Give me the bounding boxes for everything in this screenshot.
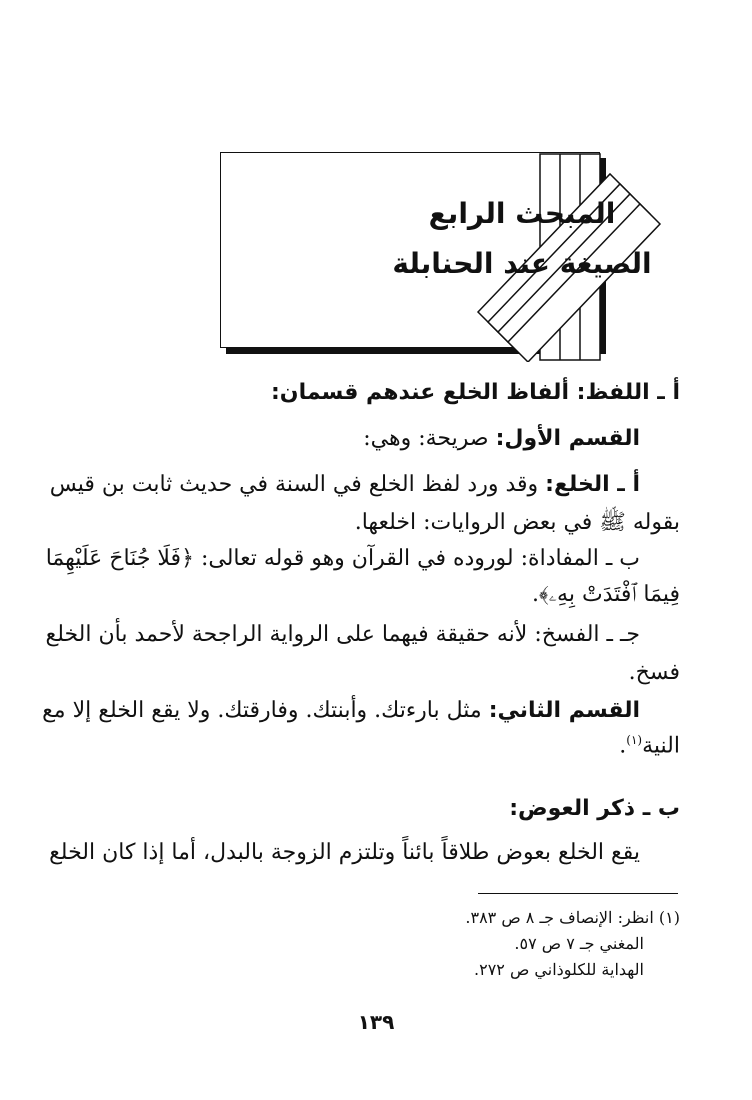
footnote-ref: (١) [626, 733, 643, 747]
section-b-text: يقع الخلع بعوض طلاقاً بائناً وتلتزم الزوجة بالبدل، أما إذا كان الخلع [49, 840, 640, 865]
footnote-1 [465, 910, 680, 926]
item-b-text-1: لوروده في القرآن وهو قوله تعالى: ﴿فَلَا جُنَاحَ عَلَيْهِمَا [45, 546, 514, 571]
part2-label: القسم الثاني: [488, 698, 640, 723]
footnote-1-line1: انظر: الإنصاف جـ ٨ ص ٣٨٣. [465, 908, 654, 927]
item-c-line1 [45, 622, 640, 647]
section-a-heading: أ ـ اللفظ: ألفاظ الخلع عندهم قسمان: [271, 380, 680, 405]
item-b-line1 [45, 546, 640, 571]
footnote-separator [478, 893, 678, 894]
part2-line1 [42, 698, 640, 723]
part2-text-2-end: . [619, 733, 627, 759]
item-a-label: أ ـ الخلع: [545, 472, 640, 497]
item-a-line1 [49, 472, 640, 497]
item-c-line2: فسخ. [628, 660, 680, 685]
footnote-1-line3: الهداية للكلوذاني ص ٢٧٢. [474, 960, 644, 979]
chapter-subtitle: الصيغة عند الحنابلة [392, 247, 652, 280]
page-number: ١٣٩ [357, 1010, 395, 1034]
part1-label: القسم الأول: [495, 426, 640, 451]
item-a-line2: بقوله ﷺ في بعض الروايات: اخلعها. [354, 510, 680, 535]
part2-line2 [619, 734, 680, 757]
part1-line [363, 428, 640, 450]
section-b-heading: ب ـ ذكر العوض: [509, 796, 680, 821]
part2-text-1: مثل بارءتك. وأبنتك. وفارقتك. ولا يقع الخلع إلا مع [42, 698, 482, 723]
part1-text: صريحة: وهي: [363, 426, 489, 451]
part2-text-2: النية [642, 733, 680, 759]
item-b-label: ب ـ المفاداة: [520, 546, 640, 571]
item-b-line2: فِيمَا ٱفْتَدَتْ بِهِۦ﴾. [531, 582, 680, 607]
item-c-label: جـ ـ الفسخ: [534, 622, 640, 647]
footnote-1-line2: المغني جـ ٧ ص ٥٧. [514, 934, 644, 953]
item-a-text-1: وقد ورد لفظ الخلع في السنة في حديث ثابت بن قيس [49, 472, 539, 497]
footnote-marker: (١) [658, 908, 680, 927]
chapter-title: المبحث الرابع [428, 197, 616, 230]
item-c-text-1: لأنه حقيقة فيهما على الرواية الراجحة لأحمد بأن الخلع [45, 622, 528, 647]
